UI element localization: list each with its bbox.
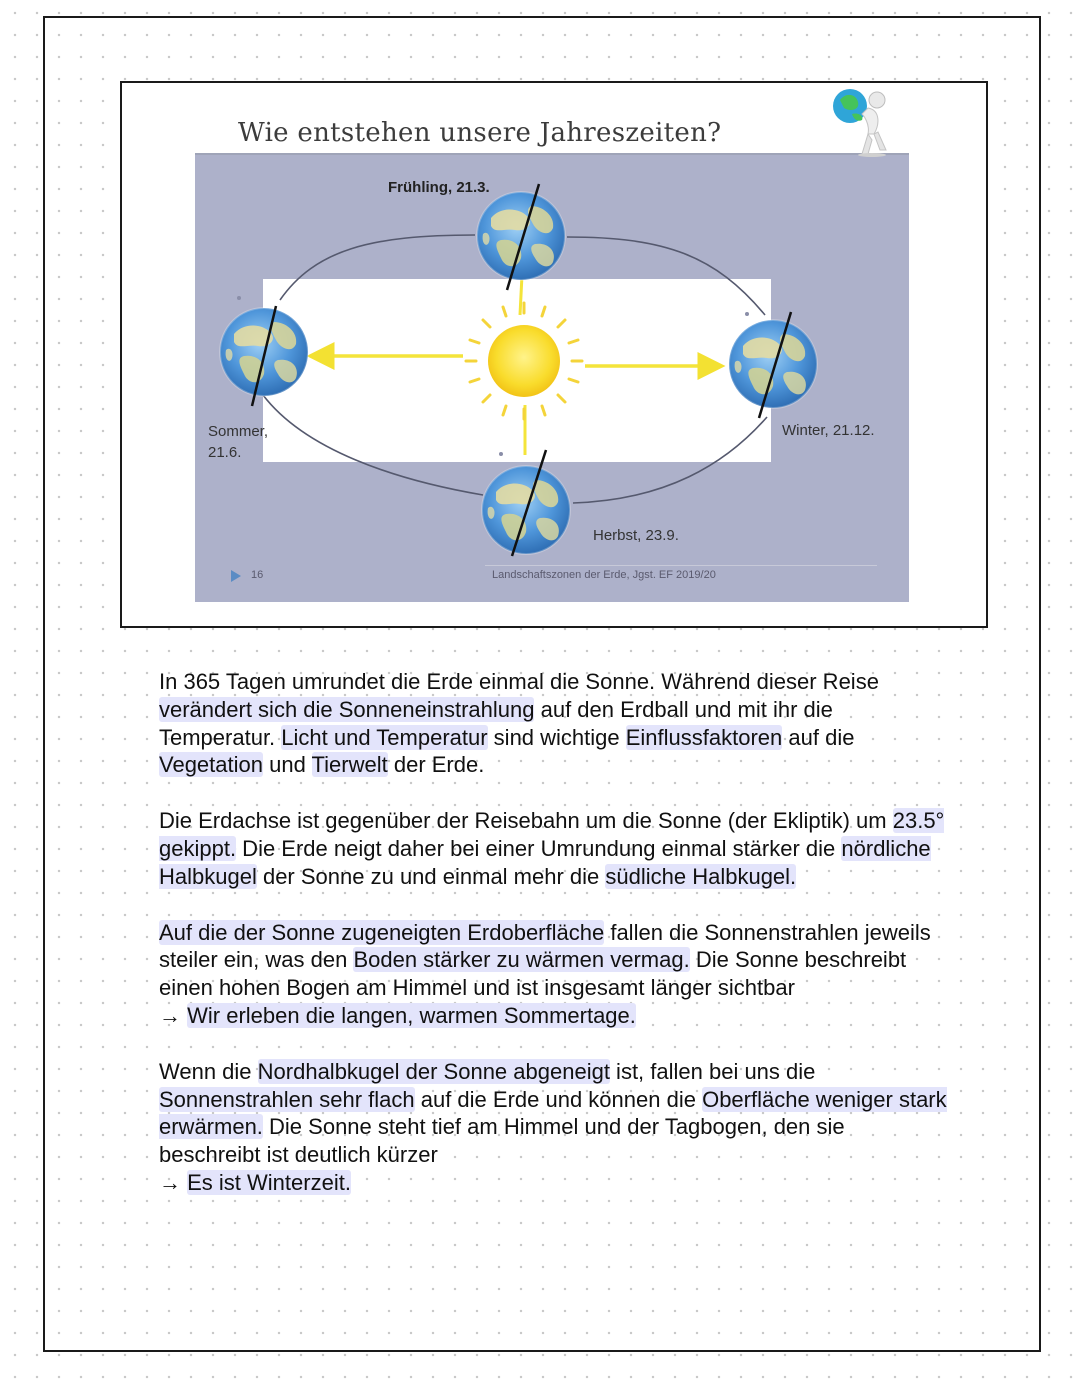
orbit-arc-top-left bbox=[280, 235, 475, 300]
highlight: Wir erleben die langen, warmen Sommertage. bbox=[187, 1002, 636, 1028]
orbit-arc-top-right bbox=[567, 237, 765, 315]
highlight: südliche Halbkugel. bbox=[605, 863, 797, 889]
text-run: Die Erde neigt daher bei einer Umrundung einmal stärker die bbox=[236, 835, 842, 861]
text-run: der Sonne zu und einmal mehr die bbox=[256, 863, 606, 889]
label-fruehling: Frühling, 21.3. bbox=[388, 179, 490, 196]
label-sommer bbox=[208, 421, 298, 463]
text-run: ist, fallen bei uns die bbox=[609, 1058, 816, 1084]
highlight: Es ist Winterzeit. bbox=[187, 1169, 351, 1195]
text-run: der Erde. bbox=[387, 752, 485, 778]
label-sommer-line1: Sommer, bbox=[208, 423, 269, 440]
conclusion-line bbox=[159, 1002, 949, 1030]
label-winter: Winter, 21.12. bbox=[782, 422, 875, 439]
label-herbst: Herbst, 23.9. bbox=[593, 527, 679, 544]
highlight: Einflussfaktoren bbox=[625, 724, 783, 750]
play-triangle-icon bbox=[231, 570, 241, 582]
text-run: und bbox=[262, 752, 312, 778]
seasons-diagram bbox=[195, 155, 909, 602]
highlight: Sonnenstrahlen sehr flach bbox=[159, 1086, 415, 1112]
highlight: Tierwelt bbox=[311, 752, 388, 778]
notes-text bbox=[159, 668, 949, 1225]
paragraph-3 bbox=[159, 919, 949, 1030]
text-run: auf die Erde und können die bbox=[414, 1086, 703, 1112]
text-run: auf den Erdball und mit ihr die Temperatur. bbox=[159, 696, 833, 750]
highlight: Licht und Temperatur bbox=[281, 724, 488, 750]
earth-globe-icon bbox=[729, 312, 817, 418]
paragraph-2 bbox=[159, 807, 949, 890]
text-run: auf die bbox=[782, 724, 855, 750]
slide-footer-rule bbox=[485, 565, 877, 566]
arrow-right-icon: → bbox=[159, 1169, 181, 1195]
earth-globe-icon bbox=[482, 450, 570, 556]
highlight: Boden stärker zu wärmen vermag. bbox=[353, 947, 690, 973]
highlight: nördliche Halbkugel bbox=[159, 835, 931, 889]
text-run: Die Sonne steht tief am Himmel und der Tagbogen, den sie beschreibt ist deutlich kürzer bbox=[159, 1114, 845, 1168]
slide-page-number: 16 bbox=[251, 569, 264, 581]
highlight: Nordhalbkugel der Sonne abgeneigt bbox=[257, 1058, 610, 1084]
slide-footer-text: Landschaftszonen der Erde, Jgst. EF 2019/20 bbox=[492, 569, 716, 581]
sun-icon bbox=[466, 303, 582, 419]
earth-globe-icon bbox=[477, 184, 565, 290]
label-sommer-line2: 21.6. bbox=[208, 444, 242, 461]
highlight: Vegetation bbox=[159, 752, 263, 778]
orbit-arc-bottom-right bbox=[573, 417, 767, 503]
highlight: Auf die der Sonne zugeneigten Erdoberfläche bbox=[159, 919, 605, 945]
highlight: verändert sich die Sonneneinstrahlung bbox=[159, 696, 535, 722]
mascot-globe-icon bbox=[828, 84, 892, 158]
orbit-diagram bbox=[195, 155, 909, 602]
paragraph-1 bbox=[159, 668, 949, 779]
highlight: Oberfläche weniger stark erwärmen. bbox=[159, 1086, 947, 1140]
paragraph-4 bbox=[159, 1058, 949, 1197]
earth-globe-icon bbox=[220, 306, 308, 406]
highlight: 23.5° gekippt. bbox=[159, 808, 945, 861]
text-run: fallen die Sonnenstrahlen jeweils steiler ein, was den bbox=[159, 919, 931, 973]
slide-title: Wie entstehen unsere Jahreszeiten? bbox=[238, 118, 722, 148]
text-run: sind wichtige bbox=[487, 724, 626, 750]
text-run: Wenn die bbox=[159, 1058, 258, 1084]
arrow-right-icon: → bbox=[159, 1002, 181, 1028]
text-run: In 365 Tagen umrundet die Erde einmal die Sonne. Während dieser Reise bbox=[159, 669, 879, 694]
conclusion-line bbox=[159, 1169, 949, 1197]
text-run: Die Sonne beschreibt einen hohen Bogen am Himmel und ist insgesamt länger sichtbar bbox=[159, 947, 907, 1001]
text-run: Die Erdachse ist gegenüber der Reisebahn um die Sonne (der Ekliptik) um bbox=[159, 808, 893, 834]
